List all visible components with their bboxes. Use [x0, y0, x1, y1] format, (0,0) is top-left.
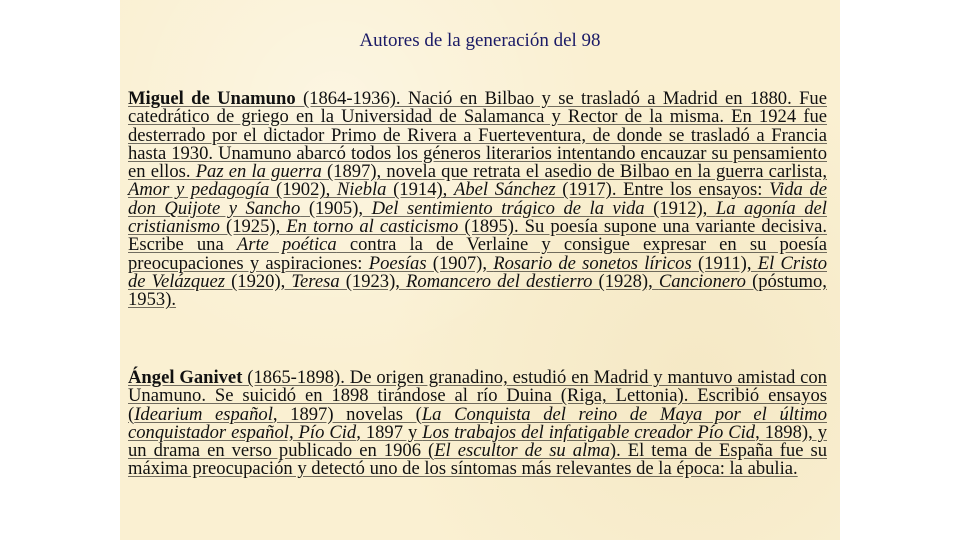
author-paragraph-unamuno [128, 90, 827, 310]
work-title: Romancero del destierro [406, 270, 593, 292]
text-run: ). El tema de España fue su máxima preocupación y detectó uno de los síntomas más relevantes de la época: la abulia. [128, 440, 827, 480]
text-run: (1925), [219, 216, 287, 238]
slide [120, 0, 840, 540]
work-title: El Cristo de Velázquez [128, 252, 827, 292]
work-title: Del sentimiento trágico de la vida [371, 197, 645, 219]
author-name: Ángel Ganivet [128, 367, 243, 388]
text-run: (1928), [592, 270, 659, 292]
text-run: (1920), [224, 270, 292, 292]
text-run: (1917). Entre los ensayos: [555, 179, 770, 201]
text-run: (1895). Su poesía supone una variante decisiva. Escribe una [128, 216, 827, 256]
text-run: (1923), [339, 270, 407, 292]
work-title: Niebla [336, 179, 387, 201]
work-title: Vida de don Quijote y Sancho [128, 179, 828, 219]
text-run: , 1897 y [356, 421, 423, 443]
work-title: Abel Sánchez [453, 179, 556, 201]
text-run: (1897), novela que retrata el asedio de Bilbao en la guerra carlista, [321, 161, 827, 183]
author-name: Miguel de Unamuno [128, 88, 296, 109]
text-run: (1912), [644, 197, 716, 219]
work-title: Cancionero [658, 270, 746, 292]
text-run: (1905), [300, 197, 372, 219]
work-title: Idearium español [134, 403, 273, 425]
work-title: La agonía del cristianismo [128, 197, 827, 238]
text-run: (1911), [691, 252, 758, 274]
text-run: (1907), [426, 252, 494, 274]
work-title: Poesías [368, 252, 427, 274]
work-title: Paz en la guerra [195, 161, 322, 183]
text-run: (1914), [386, 179, 454, 201]
text-run: , 1898), y un drama en verso publicado en 1906 ( [128, 421, 828, 462]
text-run: , 1897) novelas ( [272, 403, 422, 425]
work-title: Los trabajos del infatigable creador Pío Cid [422, 421, 756, 443]
text-run: (1865-1898). De origen granadino, estudió en Madrid y mantuvo amistad con Unamuno. Se suicidó en 1898 tirándose al río Duina (Riga, Lettonia). Escribió ensayos ( [128, 367, 827, 425]
text-run: (póstumo, 1953). [128, 270, 827, 311]
text-run: contra la de Verlaine y consigue expresar en su poesía preocupaciones y aspiraciones: [128, 234, 827, 274]
text-run: (1864-1936). Nació en Bilbao y se trasladó a Madrid en 1880. Fue catedrático de griego en la Universidad de Salamanca y Rector de la misma. En 1924 fue desterrado por el dictador Primo de Rivera a Fuerteventura, de donde se trasladó a Francia hasta 1930. Unamuno abarcó todos los géneros literarios intentando encauzar su pensamiento en ellos. [128, 88, 827, 183]
author-paragraph-ganivet [128, 369, 827, 479]
work-title: El escultor de su alma [434, 440, 610, 462]
work-title: La Conquista del reino de Maya por el último conquistador español, Pío Cid [128, 403, 827, 443]
work-title: En torno al casticismo [286, 216, 459, 238]
slide-title: Autores de la generación del 98 [359, 30, 601, 51]
work-title: Amor y pedagogía [128, 179, 270, 201]
work-title: Rosario de sonetos líricos [493, 252, 692, 274]
author-description [128, 88, 827, 310]
text-run: (1902), [269, 179, 337, 201]
work-title: Arte poética [236, 234, 337, 256]
work-title: Teresa [291, 270, 340, 292]
